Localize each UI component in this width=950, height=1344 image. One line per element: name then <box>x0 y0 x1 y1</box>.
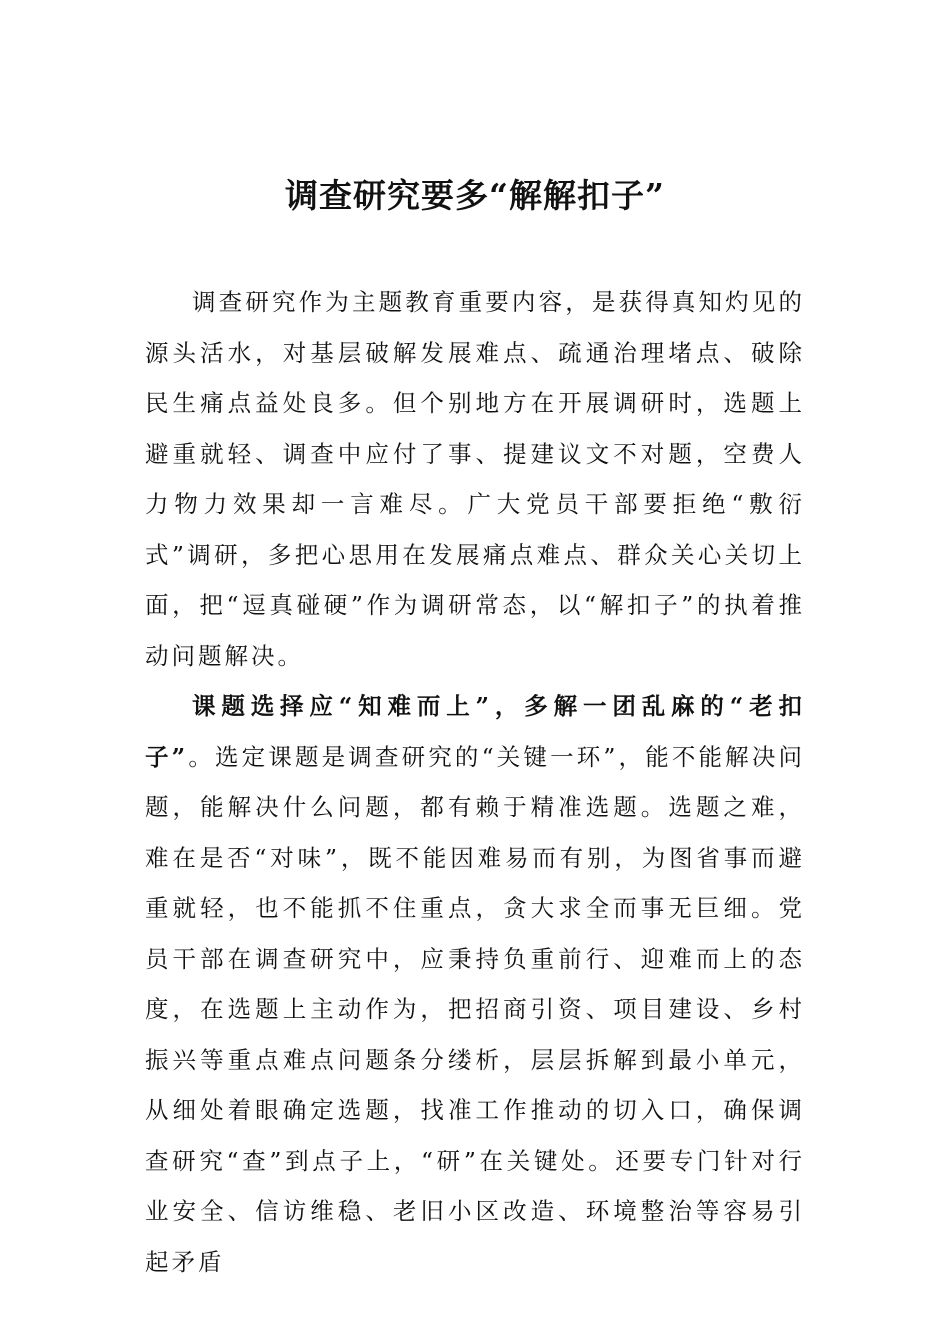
paragraph-2-lead: 课题选择应“知难而上”，多解一团乱麻的“老扣子” <box>145 692 805 771</box>
paragraph-1-text: 调查研究作为主题教育重要内容，是获得真知灼见的源头活水，对基层破解发展难点、疏通治理堵点、破除民生痛点益处良多。但个别地方在开展调研时，选题上避重就轻、调查中应付了事、提建议文不对题，空费人力物力效果却一言难尽。广大党员干部要拒绝“敷衍式”调研，多把心思用在发展痛点难点、群众关心关切上面，把“逗真碰硬”作为调研常态，以“解扣子”的执着推动问题解决。 <box>145 288 805 670</box>
document-title: 调查研究要多“解解扣子” <box>285 176 665 215</box>
document-body <box>145 277 805 1287</box>
paragraph-2 <box>145 681 805 1287</box>
paragraph-2-text: 。选定课题是调查研究的“关键一环”，能不能解决问题，能解决什么问题，都有赖于精准选题。选题之难，难在是否“对味”，既不能因难易而有别，为图省事而避重就轻，也不能抓不住重点，贪大求全而事无巨细。党员干部在调查研究中，应秉持负重前行、迎难而上的态度，在选题上主动作为，把招商引资、项目建设、乡村振兴等重点难点问题条分缕析，层层拆解到最小单元，从细处着眼确定选题，找准工作推动的切入口，确保调查研究“查”到点子上，“研”在关键处。还要专门针对行业安全、信访维稳、老旧小区改造、环境整治等容易引起矛盾 <box>145 742 805 1276</box>
paragraph-1 <box>145 277 805 681</box>
